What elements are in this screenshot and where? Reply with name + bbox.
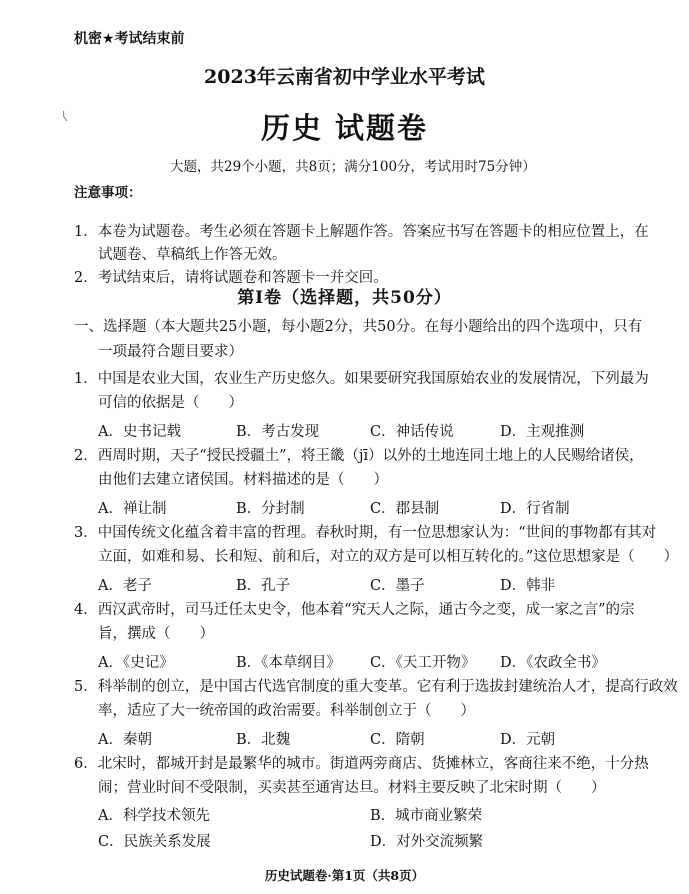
question-2-line-2: 由他们去建立诸侯国。材料描述的是（ ） [98,472,388,488]
question-6-line-2: 闹；营业时间不受限制，买卖甚至通宵达旦。材料主要反映了北宋时期（ ） [98,780,606,796]
question-3-line-1: 3．中国传统文化蕴含着丰富的哲理。春秋时期，有一位思想家认为：“世间的事物都有其对 [74,525,657,541]
note-line-3: 2．考试结束后，请将试题卷和答题卡一并交回。 [74,270,388,286]
option-a[interactable]: A．禅让制 [98,501,167,517]
option-a[interactable]: A．秦朝 [98,732,152,748]
exam-info: 大题，共29个小题，共8页；满分100分，考试用时75分钟） [170,159,536,175]
option-c[interactable]: C．墨子 [370,578,425,594]
question-5-line-2: 率，适应了大一统帝国的政治需要。科举制创立于（ ） [98,703,475,719]
option-c[interactable]: C．民族关系发展 [98,834,211,850]
option-d[interactable]: D．《农政全书》 [500,655,606,671]
option-a[interactable]: A．科学技术领先 [98,808,210,824]
option-c[interactable]: C．隋朝 [370,732,425,748]
question-1-line-2: 可信的依据是（ ） [98,395,243,411]
question-1-line-1: 1．中国是农业大国，农业生产历史悠久。如果要研究我国原始农业的发展情况，下列最为 [74,371,649,387]
question-4-line-2: 旨，撰成（ ） [98,626,214,642]
question-6-line-1: 6．北宋时，都城开封是最繁华的城市。街道两旁商店、货摊林立，客商往来不绝，十分热 [74,756,649,772]
note-line-1: 1．本卷为试题卷。考生必须在答题卡上解题作答。答案应书写在答题卡的相应位置上，在 [74,224,649,240]
notes-heading: 注意事项： [74,185,142,201]
option-c[interactable]: C．郡县制 [370,501,440,517]
section-instruction-2: 一项最符合题目要求） [98,344,243,360]
note-line-2: 试题卷、草稿纸上作答无效。 [98,247,287,263]
option-c[interactable]: C．《天工开物》 [370,655,476,671]
option-a[interactable]: A．《史记》 [98,655,174,671]
option-b[interactable]: B．城市商业繁荣 [370,808,483,824]
option-c[interactable]: C．神话传说 [370,424,454,440]
option-b[interactable]: B．考古发现 [236,424,320,440]
option-d[interactable]: D．行省制 [500,501,570,517]
option-b[interactable]: B．《本草纲目》 [236,655,341,671]
section-instruction-1: 一、选择题（本大题共25小题，每小题2分，共50分。在每小题给出的四个选项中，只有 [74,319,643,335]
option-b[interactable]: B．北魏 [236,732,291,748]
option-d[interactable]: D．元朝 [500,732,556,748]
option-a[interactable]: A．老子 [98,578,152,594]
option-d[interactable]: D．主观推测 [500,424,585,440]
option-d[interactable]: D．对外交流频繁 [370,834,484,850]
question-4-line-1: 4．西汉武帝时，司马迁任太史令，他本着“究天人之际，通古今之变，成一家之言”的宗 [74,602,635,618]
pen-mark-icon: ⟨ [59,108,69,124]
option-b[interactable]: B．分封制 [236,501,305,517]
section-title: 第Ⅰ卷（选择题，共50分） [237,288,452,308]
option-a[interactable]: A．史书记载 [98,424,181,440]
subject-title: 历史 试题卷 [260,111,429,145]
question-3-line-2: 立面，如难和易、长和短、前和后，对立的双方是可以相互转化的。”这位思想家是（ ） [98,549,679,565]
question-2-line-1: 2．西周时期，天子“授民授疆土”，将王畿（jī）以外的土地连同土地上的人民赐给诸侯， [74,448,644,464]
secret-label: 机密★考试结束前 [74,31,185,47]
exam-title: 2023年云南省初中学业水平考试 [204,66,485,88]
option-b[interactable]: B．孔子 [236,578,291,594]
page-footer: 历史试题卷·第1页（共8页） [264,868,425,883]
question-5-line-1: 5．科举制的创立，是中国古代选官制度的重大变革。它有利于选拔封建统治人才，提高行政效 [74,679,678,695]
option-d[interactable]: D．韩非 [500,578,556,594]
